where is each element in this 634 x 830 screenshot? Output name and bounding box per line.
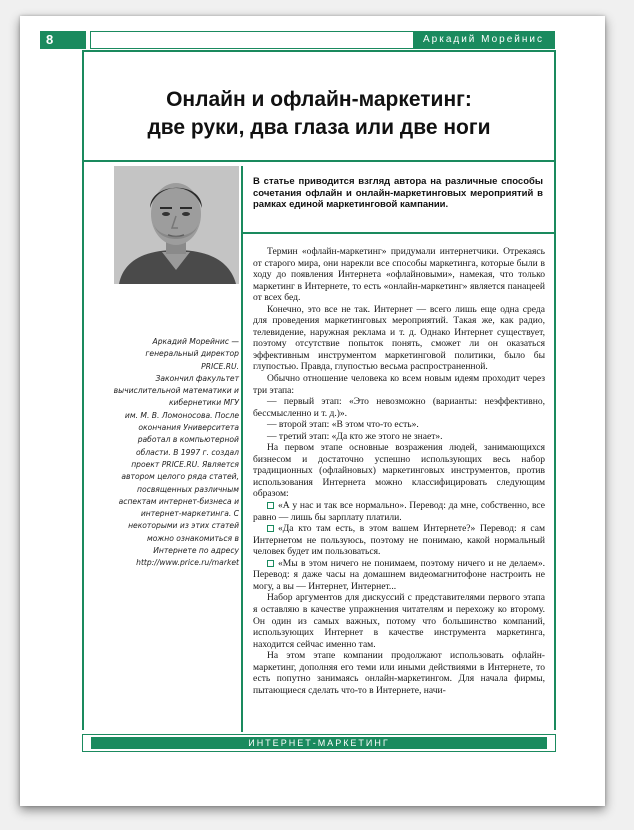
bullet-paragraph [253,558,545,593]
author-caption [94,336,239,570]
square-bullet-icon [267,560,274,567]
caption-line: посвященных различным [137,484,239,494]
caption-line: можно ознакомиться в [147,533,239,543]
bullet-text: «А у нас и так все нормально». Перевод: да мне, собственно, все равно — лишь бы зарплату платили. [253,500,545,523]
caption-line: аспектам интернет-бизнеса и [118,496,239,506]
article-lead: В статье приводится взгляд автора на различные способы сочетания офлайн и онлайн-маркетинговых мероприятий в рамках единой маркетинговой кампании. [253,176,543,211]
square-bullet-icon [267,502,274,509]
caption-line: PRICE.RU. [201,361,239,371]
caption-line: автором целого ряда статей, [121,472,239,482]
caption-line: некоторыми из этих статей [128,521,239,531]
caption-line: им. М. В. Ломоносова. После [124,410,239,420]
caption-line: Интернете по адресу [153,546,239,556]
page-header [40,31,555,49]
square-bullet-icon [267,525,274,532]
caption-line: области. В 1997 г. создал [136,447,239,457]
footer-section-label: ИНТЕРНЕТ-МАРКЕТИНГ [91,737,547,749]
caption-line: вычислительной математики и [113,386,239,396]
header-author: Аркадий Морейнис [413,32,554,48]
body-paragraph: Набор аргументов для дискуссий с представителями первого этапа я оставляю в качестве упражнения читателям и перехожу ко второму. Он один из самых важных, потому что большинство компаний, использующих Интернет в качестве инструмента маркетинга, находится сейчас именно там. [253,592,545,650]
article-body [253,246,545,696]
caption-line: проект PRICE.RU. Является [131,459,239,469]
caption-line: окончания Университета [138,423,239,433]
bullet-paragraph [253,523,545,558]
page-footer [82,734,556,752]
caption-line: Закончил факультет [155,373,239,383]
caption-line: http://www.price.ru/market [136,558,239,568]
title-line-2: две руки, два глаза или две ноги [147,116,491,139]
caption-line: кибернетики МГУ [168,398,239,408]
title-line-1: Онлайн и офлайн-маркетинг: [166,88,472,111]
bullet-text: «Да кто там есть, в этом вашем Интернете?» Перевод: я сам Интернетом не пользуюсь, поэтому не понимаю, какой нормальный человек будет им пользоваться. [253,523,545,558]
article-frame [82,50,556,730]
body-paragraph: Конечно, это все не так. Интернет — всего лишь еще одна среда для проведения маркетинговых мероприятий. Такая же, как радио, телевидение, наружная реклама и т. д. Однако Интернет существует, поэтому отсутствие попыток понять, сможет ли он оказаться эффективным инструментом маркетинговой политики, было бы глупостью. Правда, глупостью весьма распространенной. [253,303,545,373]
page-number: 8 [40,31,86,49]
article-title [147,70,490,142]
caption-line: интернет-маркетинга. С [140,509,239,519]
body-paragraph: — второй этап: «В этом что-то есть». [267,419,419,431]
caption-line: работал в компьютерной [137,435,239,445]
body-paragraph: Обычно отношение человека ко всем новым идеям проходит через три этапа: [253,373,545,396]
author-photo [114,166,239,284]
body-paragraph: На этом этапе компании продолжают использовать офлайн-маркетинг, дополняя его теми или иными действиями в Интернете, то есть попутно занимаясь онлайн-маркетингом. Для начала фирмы, пытающиеся сделать что-то в Интернете, начи- [253,650,545,696]
bullet-text: «Мы в этом ничего не понимаем, поэтому ничего и не делаем». Перевод: я даже часы на домашнем видеомагнитофоне настроить не могу, а вы — Интернет, Интернет... [253,557,545,592]
lead-box [241,166,554,234]
header-bar [90,31,555,49]
caption-line: генеральный директор [145,349,239,359]
body-paragraph: На первом этапе основные возражения людей, занимающихся бизнесом и достаточно успешно использующих весь набор традиционных (офлайновых) маркетинговых инструментов, против использования Интернета можно классифицировать следующим образом: [253,442,545,500]
bullet-paragraph [253,500,545,523]
body-paragraph: Термин «офлайн-маркетинг» придумали интернетчики. Отрекаясь от старого мира, они нарекли все способы маркетинга, которые были в ходу до появления Интернета «офлайновыми», намекая, что только маркетинг в Интернете, то есть «онлайн-маркетинг» является панацеей от всех бед. [253,246,545,304]
magazine-page [20,16,605,806]
caption-line: Аркадий Морейнис — [152,337,239,346]
body-paragraph: — первый этап: «Это невозможно (варианты: неэффективно, бессмысленно и т. д.)». [253,396,545,419]
title-box [84,52,554,162]
body-paragraph: — третий этап: «Да кто же этого не знает». [267,430,443,442]
body-column [241,232,554,732]
